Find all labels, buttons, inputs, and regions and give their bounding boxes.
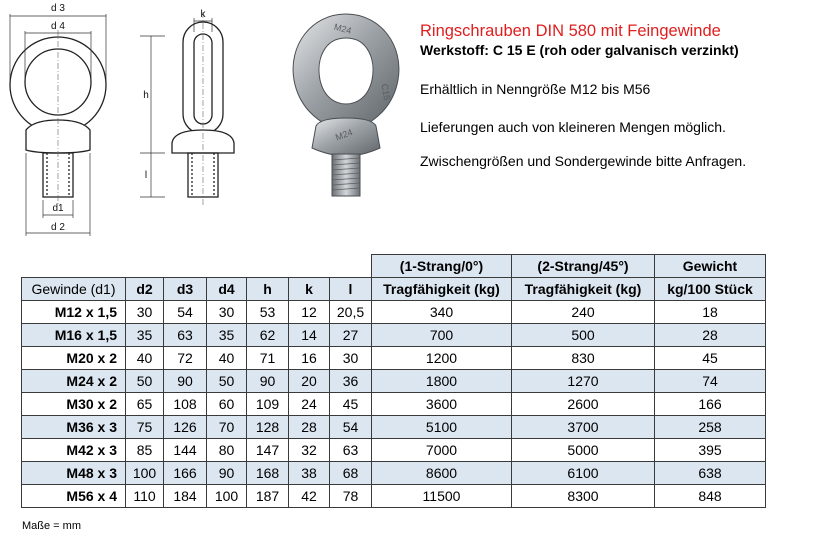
material-line: Werkstoff: C 15 E (roh oder galvanisch verzinkt): [420, 42, 739, 58]
table-cell: 3700: [512, 416, 655, 439]
table-cell: 110: [126, 485, 164, 508]
table-cell: 70: [207, 416, 247, 439]
table-cell: 258: [655, 416, 766, 439]
dim-d2: d 2: [51, 222, 65, 233]
table-cell: 38: [289, 462, 330, 485]
table-cell: 24: [289, 393, 330, 416]
table-cell: 168: [247, 462, 289, 485]
note-special: Zwischengrößen und Sondergewinde bitte Anfragen.: [420, 153, 747, 169]
col-d3: d3: [164, 278, 207, 301]
table-cell: 8600: [372, 462, 512, 485]
table-cell: 147: [247, 439, 289, 462]
note-quantities: Lieferungen auch von kleineren Mengen möglich.: [420, 119, 726, 135]
table-cell: 1270: [512, 370, 655, 393]
col-load-1: Tragfähigkeit (kg): [372, 278, 512, 301]
table-cell: 7000: [372, 439, 512, 462]
table-cell: 18: [655, 301, 766, 324]
row-label: M36 x 3: [22, 416, 126, 439]
table-cell: 16: [289, 347, 330, 370]
group-2-strang: (2-Strang/45°): [512, 255, 655, 278]
table-cell: 109: [247, 393, 289, 416]
table-cell: 80: [207, 439, 247, 462]
table-cell: 5000: [512, 439, 655, 462]
table-cell: 45: [655, 347, 766, 370]
table-row: [22, 485, 766, 508]
table-cell: 128: [247, 416, 289, 439]
table-cell: 68: [330, 462, 372, 485]
table-cell: 3600: [372, 393, 512, 416]
table-cell: 54: [164, 301, 207, 324]
col-load-2: Tragfähigkeit (kg): [512, 278, 655, 301]
group-gewicht: Gewicht: [655, 255, 766, 278]
table-row: [22, 462, 766, 485]
table-cell: 126: [164, 416, 207, 439]
row-label: M30 x 2: [22, 393, 126, 416]
table-row: [22, 439, 766, 462]
table-cell: 63: [330, 439, 372, 462]
col-h: h: [247, 278, 289, 301]
table-cell: 62: [247, 324, 289, 347]
table-cell: 14: [289, 324, 330, 347]
table-cell: 72: [164, 347, 207, 370]
col-weight: kg/100 Stück: [655, 278, 766, 301]
table-cell: 60: [207, 393, 247, 416]
table-cell: 85: [126, 439, 164, 462]
dim-h: h: [143, 90, 149, 101]
table-cell: 42: [289, 485, 330, 508]
table-cell: 30: [126, 301, 164, 324]
table-cell: 1800: [372, 370, 512, 393]
table-cell: 30: [330, 347, 372, 370]
page-title: Ringschrauben DIN 580 mit Feingewinde: [420, 22, 721, 40]
col-d2: d2: [126, 278, 164, 301]
table-cell: 78: [330, 485, 372, 508]
table-cell: 53: [247, 301, 289, 324]
stamp-top: M24: [333, 21, 353, 36]
table-cell: 848: [655, 485, 766, 508]
table-cell: 6100: [512, 462, 655, 485]
table-cell: 63: [164, 324, 207, 347]
table-cell: 166: [164, 462, 207, 485]
table-cell: 20: [289, 370, 330, 393]
row-label: M56 x 4: [22, 485, 126, 508]
group-1-strang: (1-Strang/0°): [372, 255, 512, 278]
table-cell: 184: [164, 485, 207, 508]
table-cell: 27: [330, 324, 372, 347]
table-row: [22, 347, 766, 370]
table-cell: 75: [126, 416, 164, 439]
table-cell: 35: [207, 324, 247, 347]
dim-d1: d1: [52, 203, 64, 214]
table-cell: 40: [126, 347, 164, 370]
technical-drawing: [0, 0, 270, 245]
table-cell: 638: [655, 462, 766, 485]
table-row: [22, 301, 766, 324]
table-row: [22, 393, 766, 416]
table-cell: 32: [289, 439, 330, 462]
table-cell: 700: [372, 324, 512, 347]
table-cell: 240: [512, 301, 655, 324]
row-label: M24 x 2: [22, 370, 126, 393]
table-cell: 100: [126, 462, 164, 485]
table-cell: 28: [289, 416, 330, 439]
table-cell: 36: [330, 370, 372, 393]
table-row: [22, 324, 766, 347]
table-cell: 108: [164, 393, 207, 416]
table-cell: 30: [207, 301, 247, 324]
note-sizes: Erhältlich in Nenngröße M12 bis M56: [420, 81, 651, 97]
table-cell: 74: [655, 370, 766, 393]
table-cell: 500: [512, 324, 655, 347]
table-cell: 65: [126, 393, 164, 416]
col-d4: d4: [207, 278, 247, 301]
table-row: [22, 416, 766, 439]
table-cell: 100: [207, 485, 247, 508]
table-cell: 2600: [512, 393, 655, 416]
col-gewinde: Gewinde (d1): [22, 278, 126, 301]
stamp-side: C15: [379, 83, 393, 102]
dim-k: k: [200, 9, 206, 20]
table-cell: 40: [207, 347, 247, 370]
row-label: M16 x 1,5: [22, 324, 126, 347]
table-cell: 12: [289, 301, 330, 324]
table-cell: 54: [330, 416, 372, 439]
footer-units: Maße = mm: [22, 520, 81, 532]
table-cell: 11500: [372, 485, 512, 508]
table-cell: 340: [372, 301, 512, 324]
group-header-row: [22, 255, 766, 278]
spec-table: [21, 254, 766, 508]
table-cell: 71: [247, 347, 289, 370]
dim-d4: d 4: [51, 21, 65, 32]
table-cell: 830: [512, 347, 655, 370]
table-cell: 90: [164, 370, 207, 393]
column-header-row: [22, 278, 766, 301]
table-cell: 1200: [372, 347, 512, 370]
table-cell: 28: [655, 324, 766, 347]
table-cell: 5100: [372, 416, 512, 439]
row-label: M20 x 2: [22, 347, 126, 370]
table-cell: 144: [164, 439, 207, 462]
table-cell: 187: [247, 485, 289, 508]
table-row: [22, 370, 766, 393]
table-cell: 90: [207, 462, 247, 485]
table-cell: 166: [655, 393, 766, 416]
table-cell: 90: [247, 370, 289, 393]
table-cell: 50: [207, 370, 247, 393]
table-cell: 20,5: [330, 301, 372, 324]
stamp-collar: M24: [334, 127, 354, 143]
table-cell: 395: [655, 439, 766, 462]
table-cell: 8300: [512, 485, 655, 508]
dim-d3: d 3: [51, 3, 65, 14]
dim-l: l: [144, 170, 148, 181]
table-cell: 50: [126, 370, 164, 393]
col-k: k: [289, 278, 330, 301]
col-l: l: [330, 278, 372, 301]
eye-bolt-photo: [276, 8, 416, 200]
row-label: M48 x 3: [22, 462, 126, 485]
table-cell: 35: [126, 324, 164, 347]
row-label: M12 x 1,5: [22, 301, 126, 324]
table-cell: 45: [330, 393, 372, 416]
row-label: M42 x 3: [22, 439, 126, 462]
